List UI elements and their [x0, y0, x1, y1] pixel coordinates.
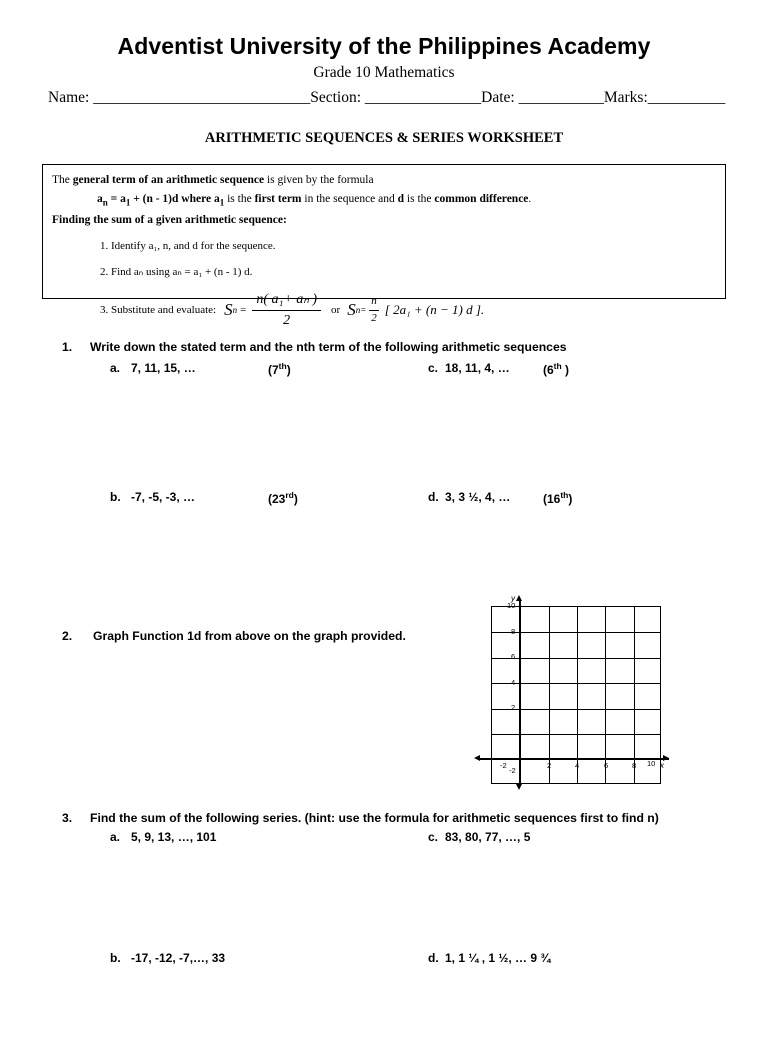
d-bold: d [397, 192, 405, 205]
question-1b-term [268, 490, 298, 506]
formula-general-term-line [52, 172, 716, 189]
q1d-term-close: ) [568, 492, 573, 506]
sn-symbol-2: S [347, 300, 356, 320]
question-1c-term [543, 361, 569, 377]
question-3b-value: -17, -12, -7,…, 33 [131, 951, 226, 965]
question-3d-value: 1, 1 ¼ , 1 ½, … 9 ¾ [445, 951, 551, 965]
first-term-bold: first term [254, 192, 302, 205]
worksheet-page [0, 34, 768, 1058]
gridline-h-3 [492, 683, 660, 684]
formula-box [42, 164, 726, 329]
x-axis-arrow-left [474, 755, 480, 761]
name-field: Name: ____________________________ [48, 89, 311, 107]
q1b-term-sup: rd [285, 490, 294, 500]
y-axis-arrow-down [516, 784, 522, 790]
question-3a-label: a. [110, 830, 121, 844]
x-tick-neg2: -2 [500, 761, 507, 770]
marks-field: Marks:__________ [603, 89, 726, 107]
grade-subtitle: Grade 10 Mathematics [313, 64, 455, 82]
x-axis [479, 758, 669, 759]
x-tick-2: 2 [547, 761, 552, 770]
q1a-term-sup: th [278, 361, 287, 371]
formula-an-line [97, 191, 716, 209]
y-tick-10: 10 [507, 601, 516, 610]
question-3a-value: 5, 9, 13, …, 101 [131, 830, 217, 844]
question-1c-value: 18, 11, 4, … [445, 361, 510, 375]
sum-formula-1-denominator: 2 [283, 313, 291, 329]
an-sub-1b: 1 [219, 197, 225, 208]
x-axis-label: x [660, 761, 664, 770]
an-sub-1: 1 [125, 197, 131, 208]
q1b-term-open: (23 [268, 492, 286, 506]
gridline-h-1 [492, 632, 660, 633]
sum-formula-1-fraction [252, 290, 321, 332]
question-1a-value: 7, 11, 15, … [131, 361, 196, 375]
q1c-term-sup: th [553, 361, 562, 371]
y-axis [519, 600, 520, 784]
q1d-term-open: (16 [543, 492, 561, 506]
sn-sub-1: n [232, 305, 238, 316]
sum-formula-2-bracket: [ 2a₁ + (n − 1) d ]. [384, 302, 485, 318]
question-1-number: 1. [62, 340, 73, 354]
gridline-h-2 [492, 658, 660, 659]
q1d-term-sup: th [560, 490, 569, 500]
formula-step-1: 1. Identify a₁, n, and d for the sequence. [100, 239, 276, 252]
an-eq: = a [107, 192, 126, 205]
question-3c-label: c. [428, 830, 439, 844]
q1a-term-open: (7 [268, 363, 279, 377]
sn-equals-1: = [240, 303, 247, 316]
y-tick-2: 2 [511, 703, 516, 712]
gridline-v-3 [577, 607, 578, 783]
coordinate-graph [489, 596, 669, 796]
y-axis-label: y [511, 594, 515, 603]
school-title: Adventist University of the Philippines Academy [117, 33, 651, 59]
sum-formula-2-fraction [369, 294, 379, 327]
gridline-h-4 [492, 709, 660, 710]
question-1b-value: -7, -5, -3, … [131, 490, 196, 504]
sum-formula-2-denominator: 2 [371, 312, 377, 325]
x-tick-4: 4 [575, 761, 580, 770]
question-1d-term [543, 490, 572, 506]
question-3c-value: 83, 80, 77, …, 5 [445, 830, 531, 844]
question-1-text: Write down the stated term and the nth term of the following arithmetic sequences [90, 340, 567, 354]
sn-symbol-1: S [224, 300, 233, 320]
question-1d-label: d. [428, 490, 439, 504]
y-tick-6: 6 [511, 652, 516, 661]
sn-sub-2: n= [355, 305, 367, 316]
formula-step-3-prefix: 3. Substitute and evaluate: [100, 303, 217, 316]
sum-formula-1-numerator: n( a₁+ aₙ ) [252, 290, 321, 311]
y-tick-4: 4 [511, 678, 516, 687]
x-tick-8: 8 [632, 761, 637, 770]
an-and: in the sequence and [301, 192, 398, 205]
sum-formula-2-numerator: n [369, 294, 379, 311]
date-field: Date: ___________ [481, 89, 604, 107]
q1c-term-close: ) [561, 363, 570, 377]
x-tick-6: 6 [604, 761, 609, 770]
formula-line1-prefix: The [52, 174, 73, 187]
y-tick-neg2: -2 [509, 766, 516, 775]
formula-or: or [331, 303, 341, 316]
question-3b-label: b. [110, 951, 121, 965]
q1b-term-close: ) [293, 492, 298, 506]
an-period: . [528, 192, 532, 205]
graph-grid [491, 606, 661, 784]
common-difference-bold: common difference [434, 192, 529, 205]
gridline-v-2 [549, 607, 550, 783]
y-tick-8: 8 [511, 627, 516, 636]
question-3d-label: d. [428, 951, 439, 965]
q1c-term-open: (6 [543, 363, 554, 377]
question-2-text: Graph Function 1d from above on the graph provided. [93, 629, 406, 643]
question-1c-label: c. [428, 361, 439, 375]
gridline-v-4 [604, 607, 609, 783]
an-a: a [97, 192, 103, 205]
formula-step-3 [100, 290, 716, 332]
formula-step-2: 2. Find aₙ using aₙ = a₁ + (n - 1) d. [100, 265, 253, 278]
question-3-text: Find the sum of the following series. (hint: use the formula for arithmetic sequences first to find n) [90, 811, 659, 825]
formula-line1-suffix: is given by the formula [264, 174, 374, 187]
gridline-v-5 [634, 607, 635, 783]
question-1d-value: 3, 3 ½, 4, … [445, 490, 511, 504]
worksheet-title: ARITHMETIC SEQUENCES & SERIES WORKSHEET [204, 130, 564, 147]
formula-line1-bold: general term of an arithmetic sequence [72, 174, 265, 187]
an-sub-n: n [102, 197, 108, 208]
question-2-number: 2. [62, 629, 73, 643]
student-info-line [42, 89, 726, 107]
question-1a-label: a. [110, 361, 121, 375]
an-isthe: is the [404, 192, 435, 205]
x-tick-10: 10 [647, 759, 656, 768]
question-3-number: 3. [62, 811, 73, 825]
q1a-term-close: ) [286, 363, 291, 377]
section-field: Section: _______________ [310, 89, 482, 107]
question-1a-term [268, 361, 291, 377]
an-is: is the [224, 192, 255, 205]
question-1b-label: b. [110, 490, 121, 504]
y-axis-arrow [516, 595, 522, 601]
formula-sum-heading: Finding the sum of a given arithmetic sequence: [52, 214, 287, 227]
gridline-h-5 [492, 734, 660, 735]
an-rest: + (n - 1)d where a [130, 192, 220, 205]
